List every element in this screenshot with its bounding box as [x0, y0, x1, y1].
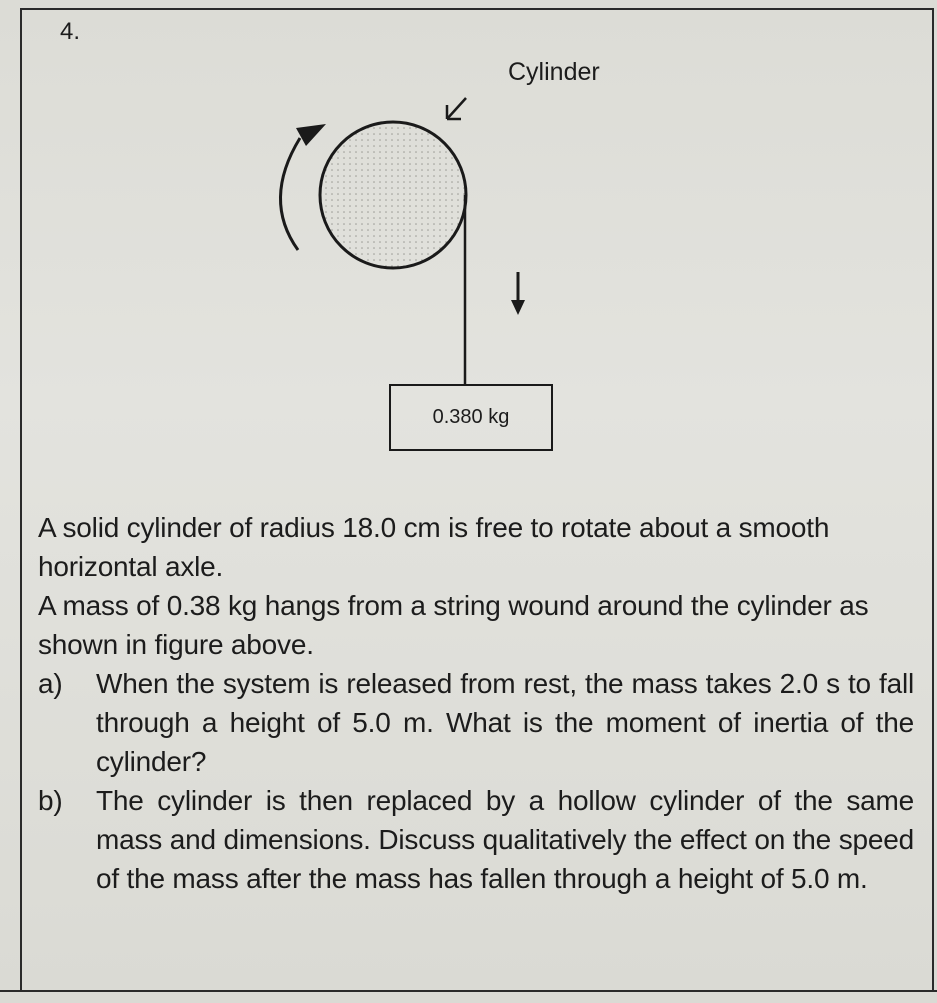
part-a: [38, 664, 914, 781]
problem-line-2: A mass of 0.38 kg hangs from a string wound around the cylinder as shown in figure above.: [38, 590, 869, 660]
pointer-arrow-icon: [447, 98, 466, 119]
problem-text: [38, 508, 914, 898]
part-b-label: b): [38, 785, 63, 816]
part-b-text: The cylinder is then replaced by a hollow cylinder of the same mass and dimensions. Discuss qualitatively the effect on the speed of the mass after the mass has fallen through a height of 5.0 m.: [96, 785, 914, 894]
rotation-arrow: [280, 138, 300, 250]
part-a-label: a): [38, 668, 63, 699]
cylinder-circle: [320, 122, 466, 268]
down-arrow-icon: [511, 272, 525, 315]
cylinder-label: Cylinder: [508, 58, 600, 86]
problem-line-1: A solid cylinder of radius 18.0 cm is free to rotate about a smooth horizontal axle.: [38, 512, 830, 582]
question-number: 4.: [60, 18, 81, 45]
part-b: [38, 781, 914, 898]
rotation-arrowhead: [296, 124, 326, 146]
mass-label: 0.380 kg: [432, 406, 510, 428]
part-a-text: When the system is released from rest, the mass takes 2.0 s to fall through a height of 5.0 m. What is the moment of inertia of the cylinder?: [96, 668, 914, 777]
